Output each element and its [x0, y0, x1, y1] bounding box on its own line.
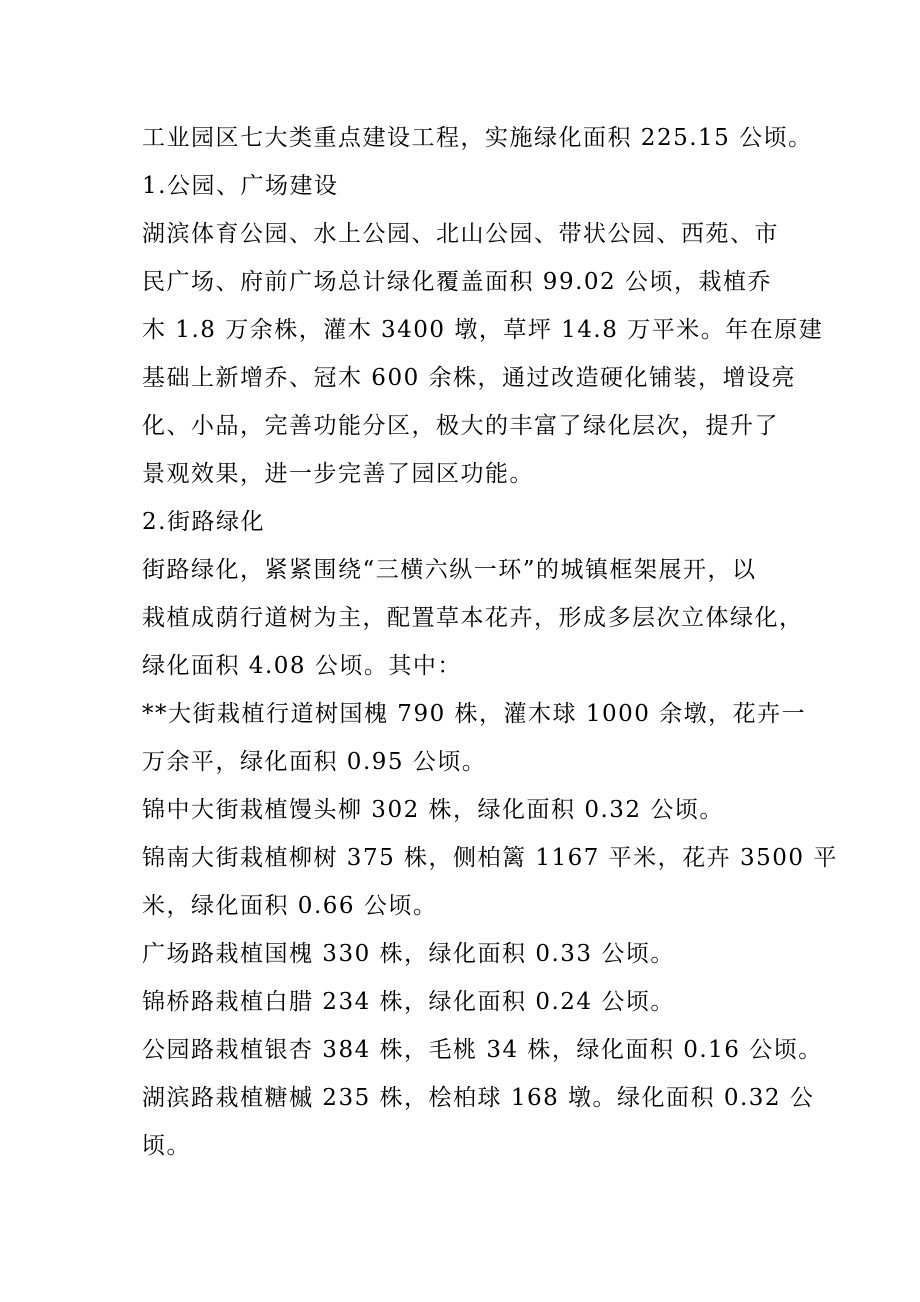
text-line: 顷。 [142, 1133, 191, 1159]
text-line: 锦南大街栽植柳树 375 株，侧柏篱 1167 平米，花卉 3500 平 [142, 845, 838, 871]
text-line: 化、小品，完善功能分区，极大的丰富了绿化层次，提升了 [142, 413, 779, 439]
document-body [142, 114, 838, 1170]
text-line: **大街栽植行道树国槐 790 株，灌木球 1000 余墩，花卉一 [142, 701, 807, 727]
section-heading: 1.公园、广场建设 [142, 173, 339, 199]
text-line: 木 1.8 万余株，灌木 3400 墩，草坪 14.8 万平米。年在原建 [142, 317, 824, 343]
text-line: 栽植成荫行道树为主，配置草本花卉，形成多层次立体绿化， [142, 605, 804, 631]
text-line: 景观效果，进一步完善了园区功能。 [142, 461, 534, 487]
text-line: 米，绿化面积 0.66 公顷。 [142, 893, 438, 919]
text-line: 公园路栽植银杏 384 株，毛桃 34 株，绿化面积 0.16 公顷。 [142, 1037, 823, 1063]
text-line: 工业园区七大类重点建设工程，实施绿化面积 225.15 公顷。 [142, 125, 813, 151]
text-line: 锦中大街栽植馒头柳 302 株，绿化面积 0.32 公顷。 [142, 797, 724, 823]
text-line: 广场路栽植国槐 330 株，绿化面积 0.33 公顷。 [142, 941, 675, 967]
text-line: 万余平，绿化面积 0.95 公顷。 [142, 749, 487, 775]
text-line: 街路绿化，紧紧围绕“三横六纵一环”的城镇框架展开，以 [142, 557, 757, 583]
text-line: 民广场、府前广场总计绿化覆盖面积 99.02 公顷，栽植乔 [142, 269, 772, 295]
text-line: 湖滨体育公园、水上公园、北山公园、带状公园、西苑、市 [142, 221, 779, 247]
text-line: 锦桥路栽植白腊 234 株，绿化面积 0.24 公顷。 [142, 989, 675, 1015]
section-heading: 2.街路绿化 [142, 509, 265, 535]
text-line: 湖滨路栽植糖槭 235 株，桧柏球 168 墩。绿化面积 0.32 公 [142, 1085, 815, 1111]
text-line: 绿化面积 4.08 公顷。其中： [142, 653, 462, 679]
text-line: 基础上新增乔、冠木 600 余株，通过改造硬化铺装，增设亮 [142, 365, 797, 391]
